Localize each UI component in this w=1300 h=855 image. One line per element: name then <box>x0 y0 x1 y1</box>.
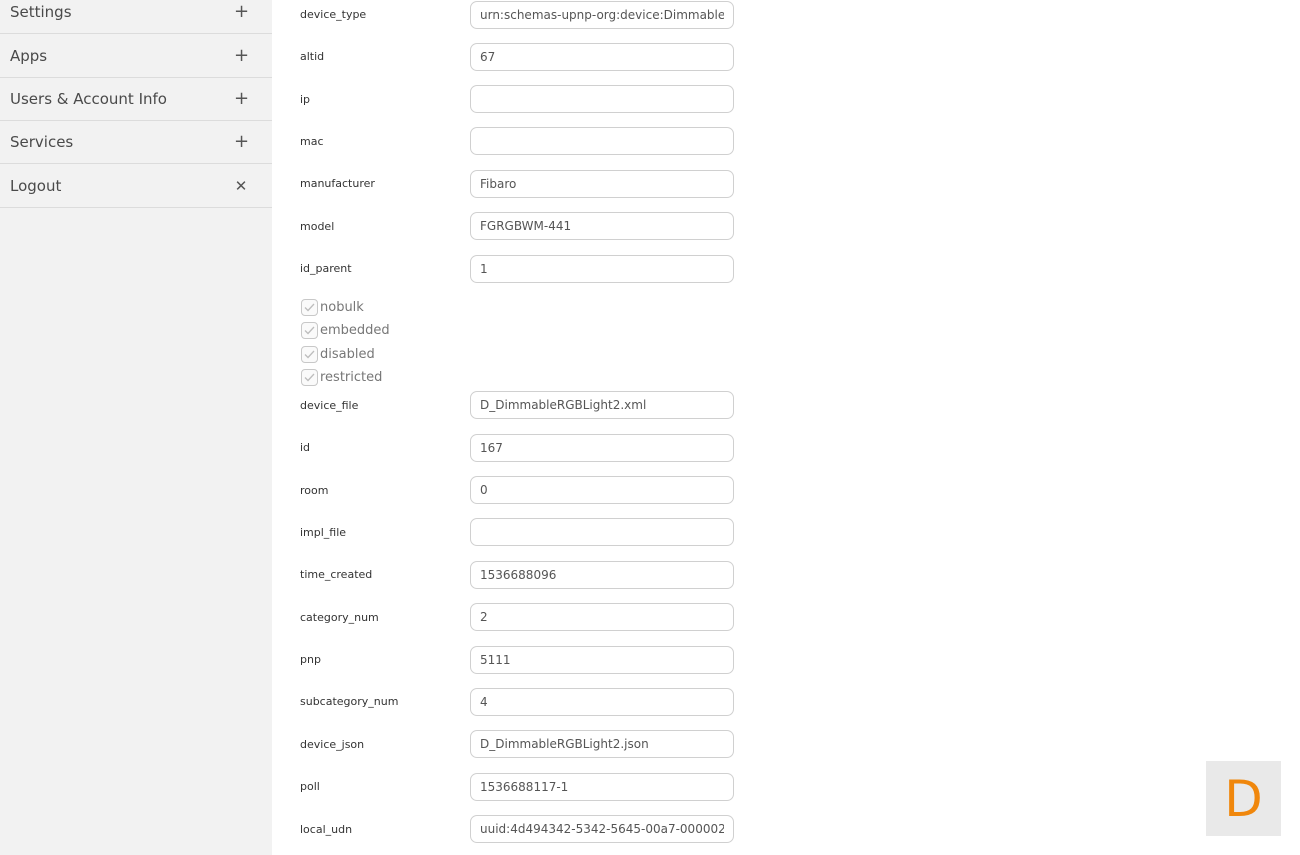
restricted-checkbox-row[interactable] <box>301 367 382 387</box>
nobulk-checkbox[interactable] <box>301 299 318 316</box>
sidebar-item-logout[interactable] <box>0 165 272 208</box>
pnp-field[interactable] <box>470 646 734 674</box>
field-label-pnp: pnp <box>300 653 321 666</box>
id-parent-field[interactable] <box>470 255 734 283</box>
field-label-impl-file: impl_file <box>300 526 347 539</box>
field-label-id: id <box>300 441 311 454</box>
sidebar-item-services[interactable] <box>0 121 272 164</box>
checkbox-label: disabled <box>320 346 375 362</box>
field-label-subcategory-num: subcategory_num <box>300 695 399 708</box>
field-label-device-type: device_type <box>300 8 367 21</box>
check-icon <box>304 303 315 312</box>
brand-badge[interactable] <box>1206 761 1281 836</box>
checkbox-label: embedded <box>320 322 390 338</box>
poll-field[interactable] <box>470 773 734 801</box>
restricted-checkbox[interactable] <box>301 369 318 386</box>
subcategory-num-field[interactable] <box>470 688 734 716</box>
sidebar-item-label: Users & Account Info <box>10 90 167 108</box>
sidebar-item-label: Apps <box>10 47 48 65</box>
field-label-device-file: device_file <box>300 399 359 412</box>
impl-file-field[interactable] <box>470 518 734 546</box>
field-label-device-json: device_json <box>300 738 365 751</box>
embedded-checkbox[interactable] <box>301 322 318 339</box>
device-type-field[interactable] <box>470 1 734 29</box>
field-label-manufacturer: manufacturer <box>300 177 375 190</box>
field-label-mac: mac <box>300 135 324 148</box>
field-label-poll: poll <box>300 780 320 793</box>
check-icon <box>304 350 315 359</box>
sidebar-item-users-account-info[interactable] <box>0 78 272 121</box>
field-label-altid: altid <box>300 50 325 63</box>
model-field[interactable] <box>470 212 734 240</box>
altid-field[interactable] <box>470 43 734 71</box>
sidebar-item-label: Logout <box>10 177 62 195</box>
plus-icon: + <box>234 45 250 66</box>
field-label-category-num: category_num <box>300 611 379 624</box>
plus-icon: + <box>234 1 250 22</box>
local-udn-field[interactable] <box>470 815 734 843</box>
brand-badge-letter: D <box>1224 769 1263 828</box>
device-file-field[interactable] <box>470 391 734 419</box>
id-field[interactable] <box>470 434 734 462</box>
sidebar-item-settings[interactable] <box>0 0 272 34</box>
checkbox-label: restricted <box>320 369 383 385</box>
field-label-id-parent: id_parent <box>300 262 352 275</box>
field-label-time-created: time_created <box>300 568 373 581</box>
ip-field[interactable] <box>470 85 734 113</box>
check-icon <box>304 326 315 335</box>
nobulk-checkbox-row[interactable] <box>301 297 364 317</box>
time-created-field[interactable] <box>470 561 734 589</box>
sidebar <box>0 0 272 855</box>
checkbox-label: nobulk <box>320 299 364 315</box>
embedded-checkbox-row[interactable] <box>301 320 390 340</box>
field-label-local-udn: local_udn <box>300 823 353 836</box>
field-label-model: model <box>300 220 335 233</box>
manufacturer-field[interactable] <box>470 170 734 198</box>
check-icon <box>304 373 315 382</box>
device-attributes-form <box>272 0 1300 855</box>
close-icon: ✕ <box>234 176 248 195</box>
room-field[interactable] <box>470 476 734 504</box>
disabled-checkbox[interactable] <box>301 346 318 363</box>
sidebar-item-apps[interactable] <box>0 35 272 78</box>
category-num-field[interactable] <box>470 603 734 631</box>
field-label-ip: ip <box>300 93 311 106</box>
sidebar-item-label: Services <box>10 133 74 151</box>
disabled-checkbox-row[interactable] <box>301 344 375 364</box>
sidebar-item-label: Settings <box>10 3 72 21</box>
field-label-room: room <box>300 484 329 497</box>
plus-icon: + <box>234 131 250 152</box>
mac-field[interactable] <box>470 127 734 155</box>
device-json-field[interactable] <box>470 730 734 758</box>
plus-icon: + <box>234 88 250 109</box>
